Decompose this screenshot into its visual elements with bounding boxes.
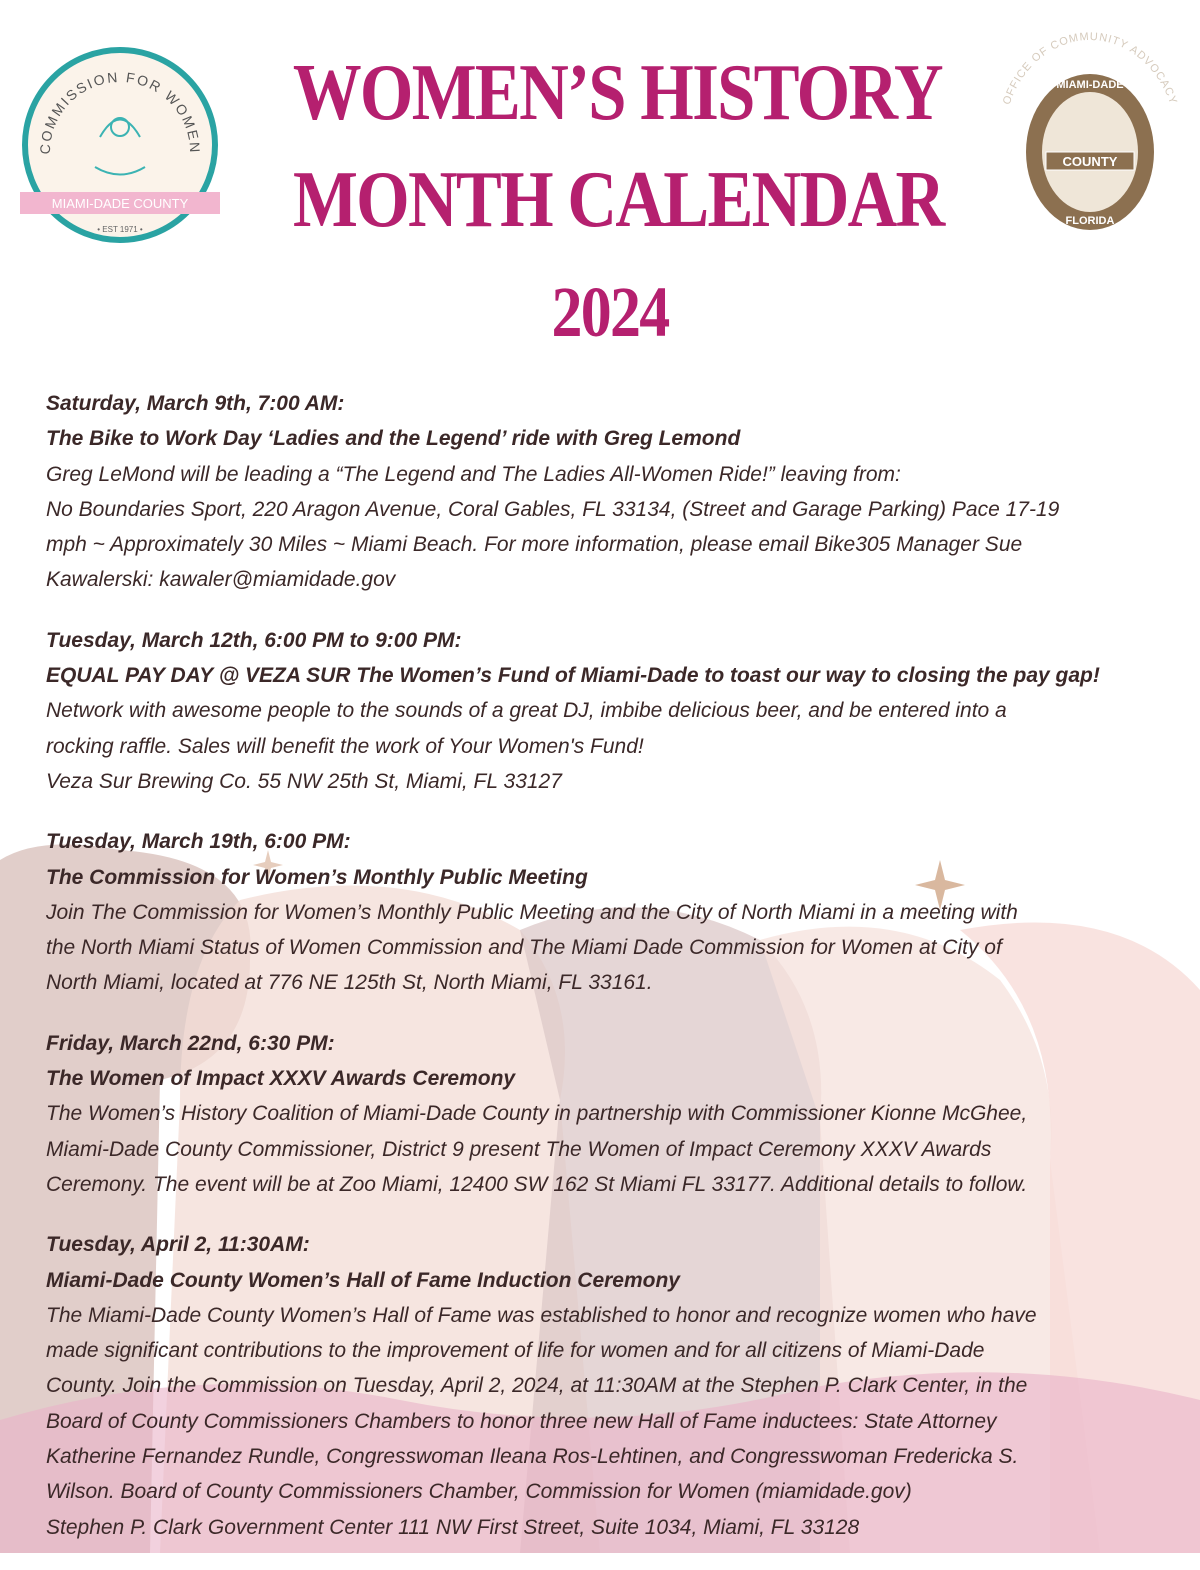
svg-text:FLORIDA: FLORIDA — [1065, 215, 1115, 227]
event-description: Join The Commission for Women’s Monthly Public Meeting and the City of North Miami in a meeting with — [46, 900, 1018, 924]
svg-text:MIAMI-DADE: MIAMI-DADE — [1056, 79, 1124, 91]
event-description: Katherine Fernandez Rundle, Congresswoman Ileana Ros-Lehtinen, and Congresswoman Fredericka S. — [46, 1445, 1019, 1469]
event-description: North Miami, located at 776 NE 125th St, North Miami, FL 33161. — [46, 971, 653, 995]
event-title: The Women of Impact XXXV Awards Ceremony — [46, 1067, 516, 1091]
event-description: Board of County Commissioners Chambers to honor three new Hall of Fame inductees: State Attorney — [46, 1409, 997, 1433]
title-year-text: 2024 — [551, 272, 669, 352]
event-description: Wilson. Board of County Commissioners Chamber, Commission for Women (miamidade.gov) — [46, 1480, 912, 1504]
event-description: Kawalerski: kawaler@miamidade.gov — [46, 568, 396, 592]
event-women-of-impact — [46, 1026, 1176, 1202]
event-description: made significant contributions to the improvement of life for women and for all citizens of Miami-Dade — [46, 1339, 985, 1363]
event-description: Network with awesome people to the sounds of a great DJ, imbibe delicious beer, and be entered into a — [46, 699, 1007, 723]
event-title: The Commission for Women’s Monthly Public Meeting — [46, 865, 588, 889]
event-title: EQUAL PAY DAY @ VEZA SUR The Women’s Fund of Miami-Dade to toast our way to closing the pay gap! — [46, 664, 1100, 688]
svg-text:COUNTY: COUNTY — [1062, 154, 1118, 169]
event-bike-to-work — [46, 386, 1176, 598]
event-description: No Boundaries Sport, 220 Aragon Avenue, Coral Gables, FL 33134, (Street and Garage Parking) Pace 17-19 — [46, 497, 1060, 521]
event-description: Stephen P. Clark Government Center 111 NW First Street, Suite 1034, Miami, FL 33128 — [46, 1515, 860, 1539]
title-line-2-text: MONTH CALENDAR — [292, 156, 944, 244]
event-date: Tuesday, April 2, 11:30AM: — [46, 1233, 310, 1257]
title-line-2 — [240, 155, 980, 245]
event-description: Miami-Dade County Commissioner, District 9 present The Women of Impact Ceremony XXXV Awards — [46, 1137, 992, 1161]
title-year — [240, 272, 980, 352]
event-date: Saturday, March 9th, 7:00 AM: — [46, 392, 345, 415]
event-description: Ceremony. The event will be at Zoo Miami, 12400 SW 162 St Miami FL 33177. Additional details to follow. — [46, 1172, 1028, 1196]
event-date: Tuesday, March 19th, 6:00 PM: — [46, 830, 351, 854]
event-monthly-public-meeting — [46, 824, 1176, 1000]
event-date: Tuesday, March 12th, 6:00 PM to 9:00 PM: — [46, 628, 462, 652]
miami-dade-county-seal — [1000, 30, 1180, 245]
commission-for-women-logo — [20, 42, 220, 248]
svg-text:MIAMI-DADE COUNTY: MIAMI-DADE COUNTY — [51, 196, 189, 211]
event-description: County. Join the Commission on Tuesday, April 2, 2024, at 11:30AM at the Stephen P. Clark Center, in the — [46, 1374, 1028, 1398]
svg-text:COMMISSION FOR WOMEN: COMMISSION FOR WOMEN — [36, 68, 204, 155]
event-date: Friday, March 22nd, 6:30 PM: — [46, 1031, 335, 1055]
event-description: rocking raffle. Sales will benefit the work of Your Women's Fund! — [46, 734, 644, 758]
svg-text:OFFICE OF COMMUNITY ADVOCACY: OFFICE OF COMMUNITY ADVOCACY — [1000, 30, 1180, 107]
event-description: The Miami-Dade County Women’s Hall of Fame was established to honor and recognize women who have — [46, 1303, 1037, 1327]
event-equal-pay-day — [46, 623, 1176, 799]
title-line-1 — [240, 48, 980, 138]
event-description: Greg LeMond will be leading a “The Legend and The Ladies All-Women Ride!” leaving from: — [46, 462, 901, 486]
svg-text:• EST 1971 •: • EST 1971 • — [97, 225, 143, 234]
event-hall-of-fame — [46, 1227, 1176, 1545]
title-line-1-text: WOMEN’S HISTORY — [292, 49, 942, 137]
event-title: The Bike to Work Day ‘Ladies and the Legend’ ride with Greg Lemond — [46, 427, 741, 451]
event-description: the North Miami Status of Women Commission and The Miami Dade Commission for Women at City of — [46, 936, 1002, 960]
event-list — [46, 386, 1176, 1570]
event-description: Veza Sur Brewing Co. 55 NW 25th St, Miami, FL 33127 — [46, 769, 562, 793]
event-description: The Women’s History Coalition of Miami-Dade County in partnership with Commissioner Kionne McGhee, — [46, 1102, 1028, 1126]
event-title: Miami-Dade County Women’s Hall of Fame Induction Ceremony — [46, 1268, 680, 1292]
event-description: mph ~ Approximately 30 Miles ~ Miami Beach. For more information, please email Bike305 Manager Sue — [46, 533, 1023, 557]
